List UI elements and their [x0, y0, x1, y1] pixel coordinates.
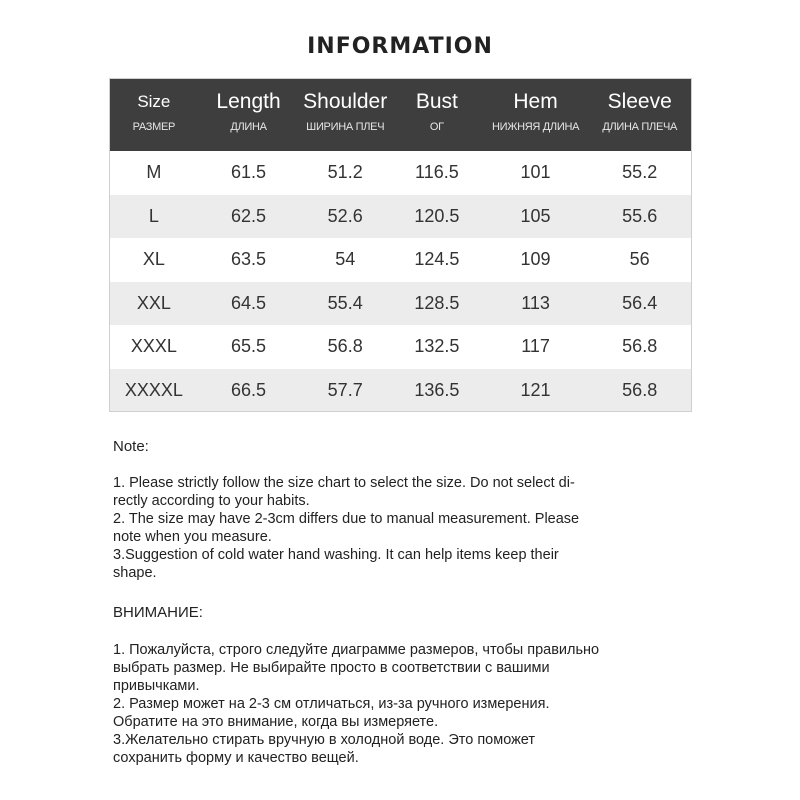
note-line: сохранить форму и качество вещей. [113, 750, 359, 766]
cell-bust: 120.5 [414, 205, 460, 226]
note-text-en [113, 474, 713, 582]
cell-shoulder: 55.4 [327, 292, 363, 313]
note-line: 2. The size may have 2-3cm differs due to manual measurement. Please [113, 511, 580, 527]
note-heading-en [113, 438, 713, 456]
cell-size: M [146, 162, 162, 183]
cell-hem: 121 [520, 379, 551, 400]
cell-shoulder: 52.6 [327, 205, 363, 226]
note-heading: ВНИМАНИЕ: [113, 604, 203, 621]
table-header [110, 79, 691, 151]
header-label-ru: НИЖНЯЯ ДЛИНА [491, 121, 580, 133]
cell-shoulder: 54 [335, 249, 356, 270]
cell-sleeve: 56.4 [622, 292, 658, 313]
header-length [198, 79, 300, 151]
cell-bust: 124.5 [414, 249, 460, 270]
header-shoulder [299, 79, 391, 151]
header-label-ru: ШИРИНА ПЛЕЧ [306, 121, 385, 133]
cell-length: 63.5 [231, 249, 267, 270]
header-hem [483, 79, 589, 151]
note-heading: Note: [113, 438, 149, 455]
header-label-ru: РАЗМЕР [132, 121, 176, 133]
cell-shoulder: 57.7 [327, 379, 363, 400]
note-line: shape. [113, 565, 157, 581]
header-sleeve [588, 79, 691, 151]
cell-bust: 128.5 [414, 292, 460, 313]
cell-length: 64.5 [231, 292, 267, 313]
note-heading-ru [113, 604, 713, 622]
note-line: привычками. [113, 678, 200, 694]
note-text-ru [113, 641, 713, 767]
cell-length: 66.5 [231, 379, 267, 400]
cell-size: XL [142, 249, 165, 270]
cell-length: 65.5 [231, 336, 267, 357]
table-row [110, 238, 691, 282]
table-row [110, 195, 691, 239]
cell-bust: 136.5 [414, 379, 460, 400]
cell-hem: 117 [521, 336, 550, 357]
note-line: 3.Желательно стирать вручную в холодной воде. Это поможет [113, 732, 536, 748]
cell-shoulder: 56.8 [327, 336, 363, 357]
note-line: rectly according to your habits. [113, 493, 310, 509]
cell-bust: 132.5 [414, 336, 460, 357]
cell-length: 62.5 [231, 205, 267, 226]
cell-hem: 105 [520, 205, 551, 226]
note-line: 2. Размер может на 2-3 см отличаться, из-за ручного измерения. [113, 696, 550, 712]
cell-hem: 109 [520, 249, 551, 270]
cell-size: XXXL [130, 336, 177, 357]
header-size [110, 79, 198, 151]
note-line: note when you measure. [113, 529, 272, 545]
header-label-en: Length [216, 90, 281, 113]
note-line: Обратите на это внимание, когда вы измеряете. [113, 714, 439, 730]
cell-sleeve: 56.8 [622, 379, 658, 400]
note-line: 1. Пожалуйста, строго следуйте диаграмме размеров, чтобы правильно [113, 642, 600, 658]
header-label-en: Shoulder [303, 90, 388, 113]
header-bust [391, 79, 483, 151]
header-label-ru: ДЛИНА ПЛЕЧА [602, 121, 678, 133]
cell-sleeve: 55.6 [622, 205, 658, 226]
header-label-en: Size [137, 92, 171, 111]
cell-sleeve: 56 [629, 249, 650, 270]
cell-size: XXL [136, 292, 171, 313]
cell-size: XXXXL [124, 379, 183, 400]
note-line: 3.Suggestion of cold water hand washing. It can help items keep their [113, 547, 559, 563]
table-row [110, 325, 691, 369]
table-row [110, 282, 691, 326]
cell-shoulder: 51.2 [327, 162, 363, 183]
header-label-ru: ОГ [429, 121, 444, 133]
header-label-en: Bust [415, 90, 458, 113]
cell-bust: 116.5 [415, 162, 459, 183]
cell-length: 61.5 [231, 162, 267, 183]
cell-sleeve: 55.2 [622, 162, 658, 183]
header-label-ru: ДЛИНА [230, 121, 267, 133]
size-table [109, 78, 692, 412]
table-row [110, 151, 691, 195]
header-label-en: Sleeve [607, 90, 672, 113]
note-line: 1. Please strictly follow the size chart to select the size. Do not select di- [113, 475, 575, 491]
cell-size: L [148, 205, 159, 226]
cell-hem: 113 [521, 292, 550, 313]
page-title: INFORMATION [307, 34, 493, 59]
note-line: выбрать размер. Не выбирайте просто в соответствии с вашими [113, 660, 550, 676]
table-row [110, 369, 691, 413]
cell-sleeve: 56.8 [622, 336, 658, 357]
cell-hem: 101 [520, 162, 551, 183]
header-label-en: Hem [513, 90, 558, 113]
